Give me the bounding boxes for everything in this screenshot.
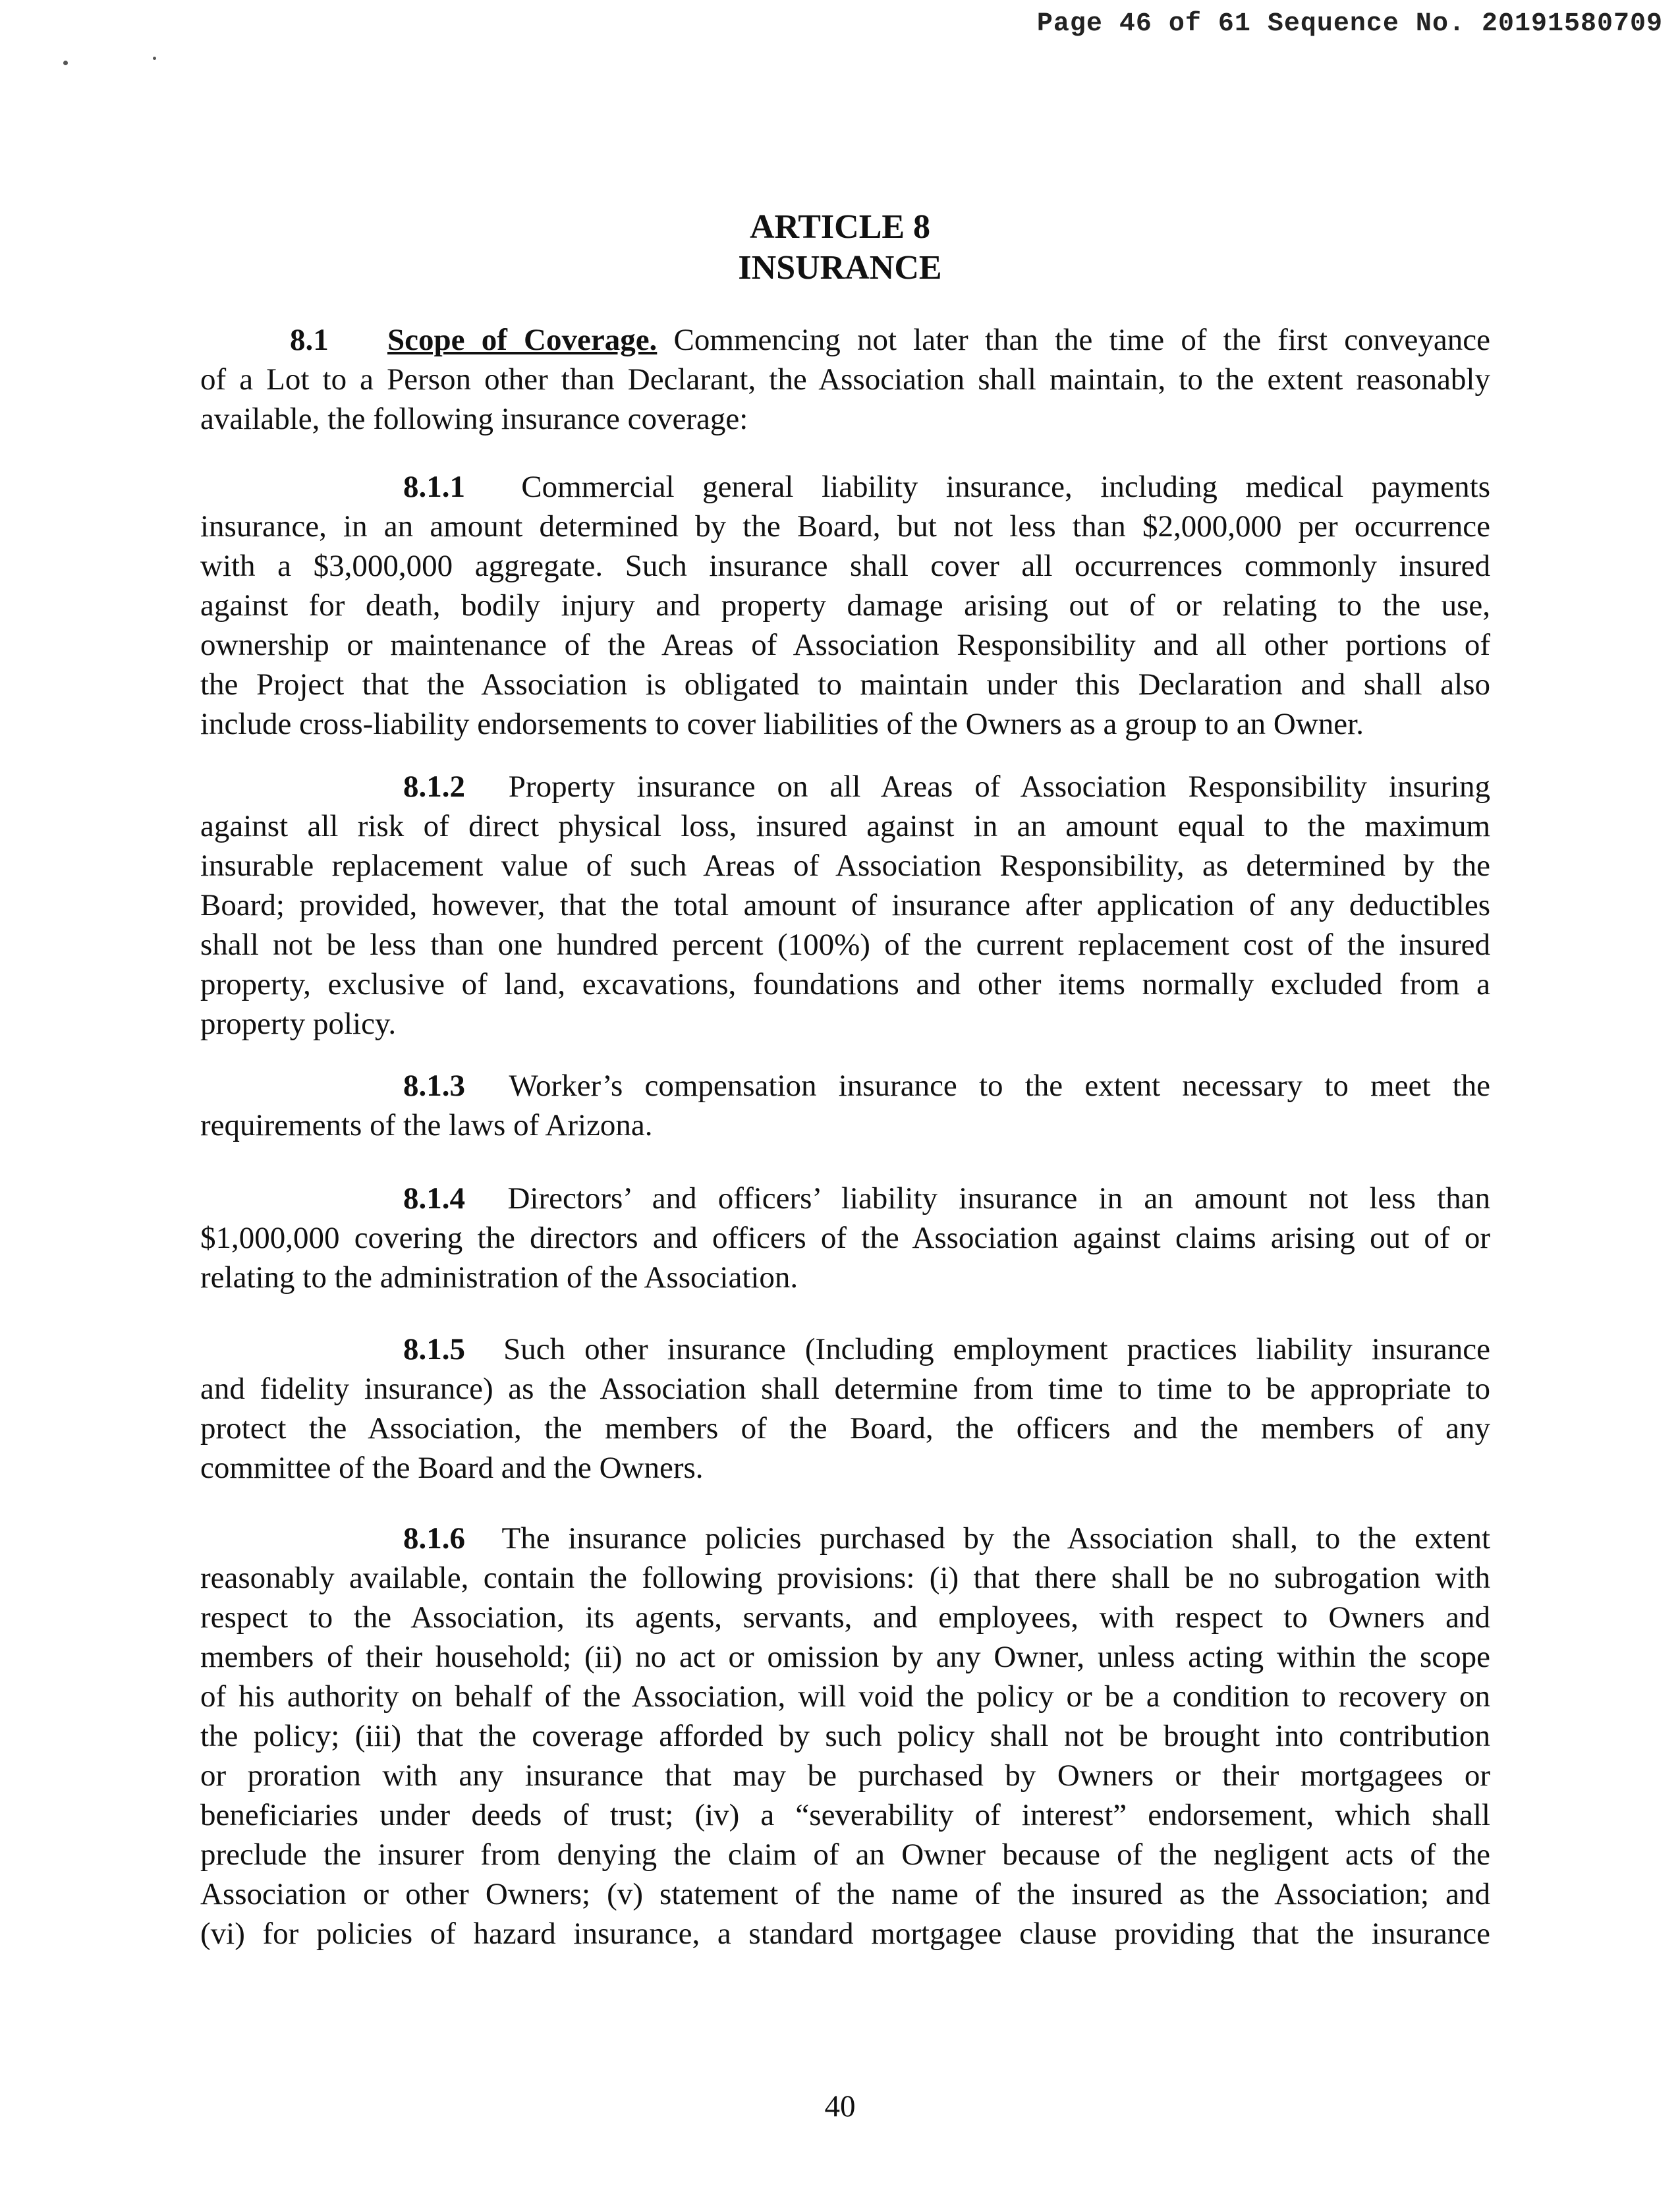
section-line: Commercial general liability insurance, including medical payments	[521, 470, 1490, 504]
section-line: include cross-liability endorsements to cover liabilities of the Owners as a group to an Owner.	[200, 707, 1364, 741]
section-number: 8.1.4	[403, 1181, 465, 1216]
section-8-1-2	[200, 767, 1490, 1044]
section-line: against all risk of direct physical loss, insured against in an amount equal to the maximum	[200, 809, 1490, 843]
section-line: beneficiaries under deeds of trust; (iv) a “severability of interest” endorsement, which shall	[200, 1798, 1490, 1832]
section-line: members of their household; (ii) no act or omission by any Owner, unless acting within the scope	[200, 1640, 1490, 1674]
section-line: committee of the Board and the Owners.	[200, 1451, 704, 1485]
section-line: Association or other Owners; (v) statement of the name of the insured as the Association; and	[200, 1877, 1490, 1911]
recording-stamp: Page 46 of 61 Sequence No. 20191580709	[1036, 9, 1663, 39]
section-line: Worker’s compensation insurance to the extent necessary to meet the	[509, 1069, 1490, 1103]
section-number: 8.1	[290, 323, 329, 357]
section-line: or proration with any insurance that may be purchased by Owners or their mortgagees or	[200, 1758, 1490, 1793]
section-line: of a Lot to a Person other than Declarant, the Association shall maintain, to the extent reasonably	[200, 362, 1490, 397]
section-number: 8.1.5	[403, 1332, 465, 1366]
section-line: respect to the Association, its agents, servants, and employees, with respect to Owners and	[200, 1600, 1490, 1635]
section-number: 8.1.3	[403, 1069, 465, 1103]
section-line: of his authority on behalf of the Association, will void the policy or be a condition to recovery on	[200, 1679, 1490, 1714]
section-8-1-4	[200, 1179, 1490, 1297]
section-line: Commencing not later than the time of the first conveyance	[673, 323, 1490, 357]
section-8-1-6	[200, 1519, 1490, 1953]
section-line: ownership or maintenance of the Areas of Association Responsibility and all other portions of	[200, 628, 1490, 662]
section-line: $1,000,000 covering the directors and officers of the Association against claims arising out of or	[200, 1221, 1490, 1255]
section-title: Scope of Coverage.	[387, 323, 658, 357]
article-number: ARTICLE 8	[749, 208, 931, 246]
scan-speck	[153, 57, 156, 60]
section-line: preclude the insurer from denying the claim of an Owner because of the negligent acts of the	[200, 1838, 1490, 1872]
section-line: relating to the administration of the Association.	[200, 1260, 798, 1295]
section-line: and fidelity insurance) as the Association shall determine from time to time to be appropriate to	[200, 1372, 1490, 1406]
section-line: against for death, bodily injury and property damage arising out of or relating to the use,	[200, 588, 1490, 623]
section-line: property policy.	[200, 1007, 397, 1041]
section-8-1-3	[200, 1066, 1490, 1145]
section-number: 8.1.2	[403, 770, 465, 804]
section-line: reasonably available, contain the following provisions: (i) that there shall be no subrogation with	[200, 1561, 1490, 1595]
section-number: 8.1.1	[403, 470, 465, 504]
section-line: (vi) for policies of hazard insurance, a standard mortgagee clause providing that the insurance	[200, 1917, 1490, 1951]
section-line: available, the following insurance coverage:	[200, 402, 748, 436]
section-line: with a $3,000,000 aggregate. Such insurance shall cover all occurrences commonly insured	[200, 549, 1490, 583]
article-title: INSURANCE	[738, 249, 942, 287]
section-line: property, exclusive of land, excavations, foundations and other items normally excluded from a	[200, 967, 1490, 1001]
section-line: insurance, in an amount determined by the Board, but not less than $2,000,000 per occurrence	[200, 509, 1490, 544]
section-8-1-1	[200, 467, 1490, 744]
section-line: Directors’ and officers’ liability insurance in an amount not less than	[507, 1181, 1490, 1216]
section-line: Property insurance on all Areas of Association Responsibility insuring	[508, 770, 1490, 804]
section-line: the Project that the Association is obligated to maintain under this Declaration and shall also	[200, 667, 1490, 702]
section-8-1	[200, 320, 1490, 439]
section-line: the policy; (iii) that the coverage afforded by such policy shall not be brought into contribution	[200, 1719, 1490, 1753]
section-line: shall not be less than one hundred percent (100%) of the current replacement cost of the insured	[200, 928, 1490, 962]
section-line: The insurance policies purchased by the Association shall, to the extent	[501, 1521, 1490, 1556]
section-line: protect the Association, the members of the Board, the officers and the members of any	[200, 1411, 1490, 1446]
section-number: 8.1.6	[403, 1521, 465, 1556]
scan-speck	[63, 61, 68, 65]
section-line: requirements of the laws of Arizona.	[200, 1108, 653, 1142]
section-line: Board; provided, however, that the total amount of insurance after application of any deductibles	[200, 888, 1490, 922]
section-line: Such other insurance (Including employment practices liability insurance	[503, 1332, 1491, 1366]
page-number: 40	[824, 2089, 856, 2123]
section-line: insurable replacement value of such Areas of Association Responsibility, as determined by the	[200, 849, 1490, 883]
section-8-1-5	[200, 1330, 1490, 1488]
